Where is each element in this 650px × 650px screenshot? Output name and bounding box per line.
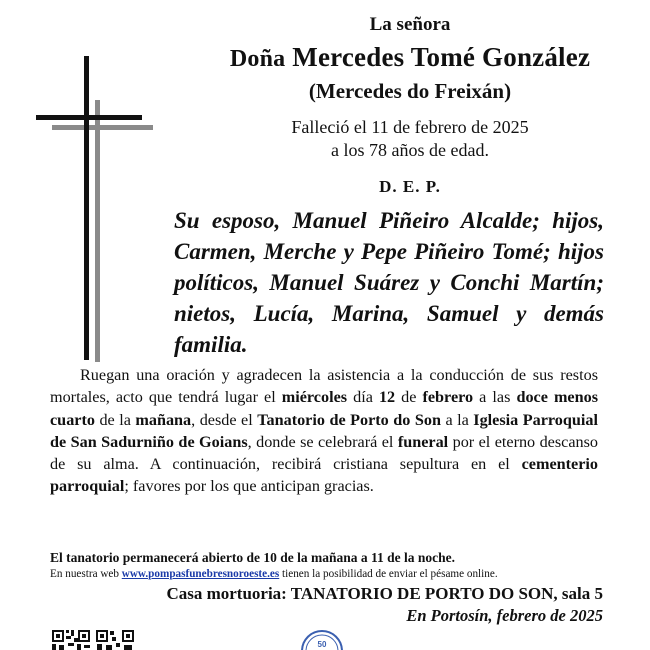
opening-hours-note: El tanatorio permanecerá abierto de 10 de la mañana a 11 de la noche. — [50, 550, 455, 565]
ceremony-date: 12 — [378, 388, 396, 407]
qr-code-icon[interactable] — [50, 628, 136, 650]
intro-line: La señora — [369, 14, 451, 35]
tanatorio-name: Tanatorio de Porto do Son — [257, 410, 441, 429]
web-note-prefix: En nuestra web — [50, 568, 122, 580]
body-text-1: Ruegan una oración y agradecen la asistencia a la conducción de sus restos mortales, acto que tendrá lugar el — [50, 366, 598, 407]
website-link[interactable]: www.pompasfunebresnoroeste.es — [121, 568, 280, 580]
web-condolence-note — [50, 568, 610, 580]
place-and-date: En Portosín, febrero de 2025 — [406, 606, 603, 625]
body-text-7: a la — [440, 410, 474, 429]
body-text-9: por el eterno descanso de su alma. A continuación, recibirá cristiana sepultura en el — [50, 432, 598, 474]
cross-shadow-horizontal — [52, 125, 153, 130]
body-text-2: día — [347, 388, 379, 407]
honorific: Doña — [229, 46, 286, 72]
ceremony-time: doce menos cuarto — [50, 388, 599, 429]
ceremony-day: miércoles — [281, 388, 348, 407]
rip-line: D. E. P. — [379, 177, 441, 196]
web-note-suffix: tienen la posibilidad de enviar el pésame online. — [279, 568, 498, 580]
funeral-word: funeral — [397, 432, 449, 451]
cemetery-name: cementerio parroquial — [50, 455, 598, 496]
death-age: a los 78 años de edad. — [331, 140, 489, 160]
body-text-5: de la — [94, 410, 136, 429]
nickname: (Mercedes do Freixán) — [308, 79, 512, 103]
body-text-8: , donde se celebrará el — [247, 432, 398, 451]
anniversary-seal-icon — [300, 627, 344, 650]
funeral-home-location: Casa mortuoria: TANATORIO DE PORTO DO SON, sala 5 — [166, 584, 603, 603]
death-date: Falleció el 11 de febrero de 2025 — [291, 117, 529, 137]
full-name: Mercedes Tomé González — [292, 42, 591, 72]
church-name: Iglesia Parroquial de San Sadurniño de Goians — [50, 410, 598, 451]
ceremony-month: febrero — [422, 388, 474, 407]
body-text-3: de — [395, 388, 423, 407]
seal-number: 50 — [317, 640, 327, 649]
ceremony-details — [50, 364, 598, 498]
cross-shadow-vertical — [95, 100, 100, 362]
death-info — [160, 116, 650, 162]
cross-horizontal — [36, 115, 142, 120]
body-text-4: a las — [473, 388, 517, 407]
body-text-6: , desde el — [191, 410, 258, 429]
family-list: Su esposo, Manuel Piñeiro Alcalde; hijos, Carmen, Merche y Pepe Piñeiro Tomé; hijos políticos, Manuel Suárez y Conchi Martín; nietos, Lucía, Marina, Samuel y demás familia. — [174, 208, 604, 357]
body-text-10: ; favores por los que anticipan gracias. — [124, 477, 374, 496]
deceased-name — [160, 42, 650, 73]
ceremony-daypart: mañana — [135, 410, 192, 429]
cross-vertical — [84, 56, 89, 360]
